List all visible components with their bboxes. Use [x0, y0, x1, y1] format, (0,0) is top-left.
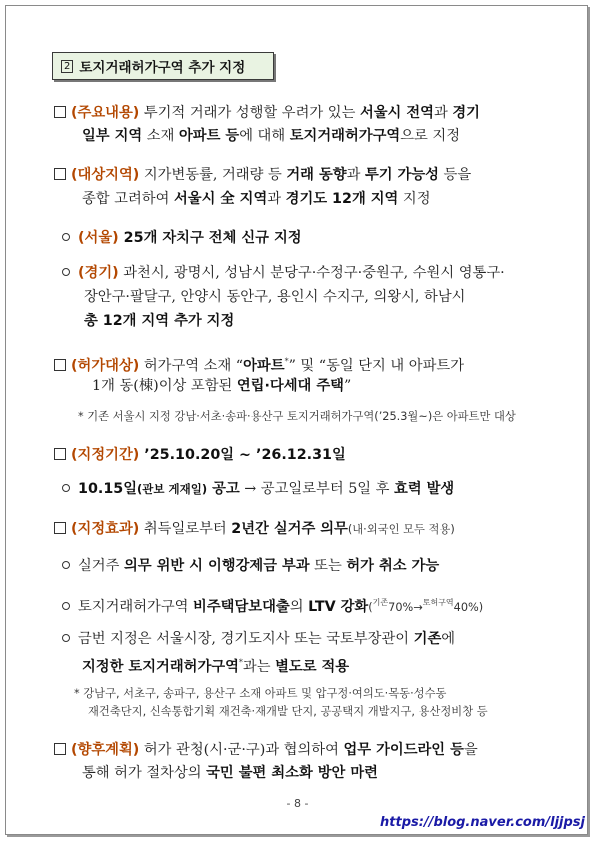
target-note: * 기존 서울시 지정 강남·서초·송파·용산구 토지거래허가구역(’25.3월~)은 아파트만 대상 [78, 410, 516, 423]
gyeonggi-line-1: (경기) 과천시, 광명시, 성남시 분당구·수정구·중원구, 수원시 영통구· [62, 264, 505, 282]
effect-sub-3-line-1: 금번 지정은 서울시장, 경기도지사 또는 국토부장관이 기존에 [62, 630, 455, 648]
gyeonggi-line-2: 장안구·팔달구, 안양시 동안구, 용인시 수지구, 의왕시, 하남시 [84, 289, 466, 305]
circle-bullet-icon [62, 484, 70, 492]
square-bullet-icon [54, 448, 66, 460]
effect-sub-3-line-2: 지정한 토지거래허가구역*과는 별도로 적용 [82, 658, 350, 675]
main-line-2: 일부 지역 소재 아파트 등에 대해 토지거래허가구역으로 지정 [82, 128, 461, 144]
section-number: 2 [61, 60, 73, 73]
circle-bullet-icon [62, 602, 70, 610]
effect-sub-2: 토지거래허가구역 비주택담보대출의 LTV 강화($^{기존}$70%→$^{토허구역}$40%) [62, 594, 483, 617]
circle-bullet-icon [62, 233, 70, 241]
announce-line: 10.15일(관보 게재일) 공고 → 공고일로부터 5일 후 효력 발생 [62, 480, 454, 498]
effect-note-1: * 강남구, 서초구, 송파구, 용산구 소재 아파트 및 압구정·여의도·목동·성수동 [74, 687, 447, 700]
plan-line-2: 통해 허가 절차상의 국민 불편 최소화 방안 마련 [82, 765, 378, 781]
page-number: - 8 - [286, 797, 309, 810]
gyeonggi-line-3: 총 12개 지역 추가 지정 [84, 313, 235, 329]
main-line-1: (주요내용) 투기적 거래가 성행할 우려가 있는 서울시 전역과 경기 [54, 104, 480, 122]
square-bullet-icon [54, 522, 66, 534]
blog-url[interactable]: https://blog.naver.com/ljjpsj [380, 815, 585, 830]
circle-bullet-icon [62, 268, 70, 276]
seoul-line: (서울) 25개 자치구 전체 신규 지정 [62, 229, 302, 247]
section-heading [52, 52, 274, 80]
square-bullet-icon [54, 359, 66, 371]
square-bullet-icon [54, 106, 66, 118]
plan-line-1: (향후계획) 허가 관청(시·군·구)과 협의하여 업무 가이드라인 등을 [54, 741, 478, 759]
circle-bullet-icon [62, 634, 70, 642]
circle-bullet-icon [62, 561, 70, 569]
area-line-2: 종합 고려하여 서울시 全 지역과 경기도 12개 지역 지정 [82, 191, 431, 207]
period-line: (지정기간) ’25.10.20일 ~ ’26.12.31일 [54, 446, 346, 464]
square-bullet-icon [54, 168, 66, 180]
target-line-2: 1개 동(棟)이상 포함된 연립·다세대 주택” [92, 378, 352, 394]
section-title: 토지거래허가구역 추가 지정 [79, 60, 246, 76]
area-line-1: (대상지역) 지가변동률, 거래량 등 거래 동향과 투기 가능성 등을 [54, 166, 471, 184]
effect-line: (지정효과) 취득일로부터 2년간 실거주 의무(내·외국인 모두 적용) [54, 520, 455, 539]
effect-sub-1: 실거주 의무 위반 시 이행강제금 부과 또는 허가 취소 가능 [62, 557, 439, 575]
effect-note-2: 재건축단지, 신속통합기획 재건축·재개발 단지, 공공택지 개발지구, 용산정비창 등 [88, 705, 488, 718]
target-line-1: (허가대상) 허가구역 소재 “아파트*” 및 “동일 단지 내 아파트가 [54, 353, 464, 375]
square-bullet-icon [54, 743, 66, 755]
